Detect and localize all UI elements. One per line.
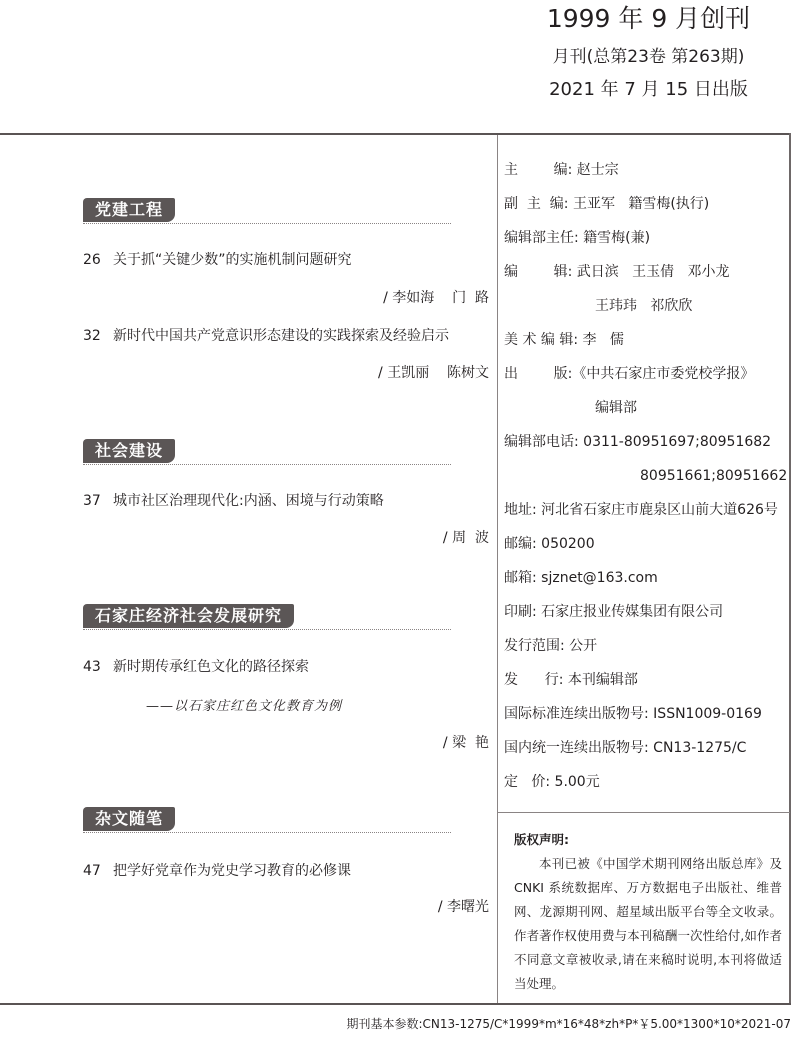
section-tag: 石家庄经济社会发展研究 bbox=[83, 604, 294, 628]
copyright-body: 本刊已被《中国学术期刊网络出版总库》及 CNKI 系统数据库、万方数据电子出版社、维普网、龙源期刊网、超星域出版平台等全文收录。作者著作权使用费与本刊稿酬一次性给付,如作者不同意文章被收录,请在来稿时说明,本刊将做适当处理。 bbox=[514, 856, 782, 991]
page-number: 37 bbox=[83, 493, 101, 509]
section-tag: 社会建设 bbox=[83, 439, 175, 463]
article-title: 新时期传承红色文化的路径探索 bbox=[113, 659, 309, 675]
table-of-contents bbox=[0, 135, 497, 1003]
article-author: / 梁 艳 bbox=[442, 735, 489, 751]
toc-entry[interactable] bbox=[83, 861, 351, 881]
copyright-divider bbox=[497, 812, 790, 813]
info-row-cn: 国内统一连续出版物号: CN13-1275/C bbox=[504, 740, 747, 756]
dotted-rule bbox=[83, 223, 451, 224]
toc-entry[interactable] bbox=[83, 326, 449, 346]
article-author: / 李如海 门 路 bbox=[383, 290, 489, 306]
info-row-phone-cont: 80951661;80951662 bbox=[640, 468, 788, 484]
column-divider bbox=[497, 135, 498, 1003]
section-tag: 杂文随笔 bbox=[83, 807, 175, 831]
info-row-phone: 编辑部电话: 0311-80951697;80951682 bbox=[504, 434, 772, 450]
email-link[interactable]: sjznet@163.com bbox=[541, 570, 658, 586]
section-header bbox=[83, 198, 451, 224]
article-title: 城市社区治理现代化:内涵、困境与行动策略 bbox=[113, 493, 384, 509]
info-row-address: 地址: 河北省石家庄市鹿泉区山前大道626号 bbox=[504, 502, 778, 518]
info-row-editors-cont: 王玮玮 祁欣欣 bbox=[595, 298, 693, 314]
dotted-rule bbox=[83, 629, 451, 630]
article-author: / 王凯丽 陈树文 bbox=[378, 365, 489, 381]
article-author: / 李曙光 bbox=[437, 899, 489, 915]
info-row-issn: 国际标准连续出版物号: ISSN1009-0169 bbox=[504, 706, 762, 722]
info-row-chief-editor: 主 编: 赵士宗 bbox=[504, 162, 619, 178]
page-number: 43 bbox=[83, 659, 101, 675]
article-title: 把学好党章作为党史学习教育的必修课 bbox=[113, 863, 351, 879]
toc-entry[interactable] bbox=[83, 657, 309, 677]
right-rule bbox=[789, 133, 791, 1005]
page-number: 47 bbox=[83, 863, 101, 879]
section-header bbox=[83, 439, 451, 465]
founded-date: 1999 年 9 月创刊 bbox=[546, 4, 751, 33]
info-row-publisher: 出 版:《中共石家庄市委党校学报》 bbox=[504, 366, 755, 382]
info-row-email: 邮箱: sjznet@163.com bbox=[504, 570, 658, 586]
info-row-editors: 编 辑: 武日滨 王玉倩 邓小龙 bbox=[504, 264, 730, 280]
section-header bbox=[83, 604, 451, 630]
bottom-rule bbox=[0, 1003, 791, 1005]
dotted-rule bbox=[83, 832, 451, 833]
info-row-price: 定 价: 5.00元 bbox=[504, 774, 600, 790]
issue-info: 月刊(总第23卷 第263期) bbox=[552, 47, 745, 67]
info-row-distributor: 发 行: 本刊编辑部 bbox=[504, 672, 638, 688]
page-number: 26 bbox=[83, 252, 101, 268]
info-row-deputy-editor: 副 主 编: 王亚军 籍雪梅(执行) bbox=[504, 196, 710, 212]
journal-parameters: 期刊基本参数:CN13-1275/C*1999*m*16*48*zh*P*￥5.00*1300*10*2021-07 bbox=[346, 1017, 791, 1031]
info-row-office-director: 编辑部主任: 籍雪梅(兼) bbox=[504, 230, 651, 246]
info-row-art-editor: 美 术 编 辑: 李 儒 bbox=[504, 332, 624, 348]
info-row-distribution-scope: 发行范围: 公开 bbox=[504, 638, 598, 654]
copyright-notice bbox=[514, 828, 782, 996]
section-tag: 党建工程 bbox=[83, 198, 175, 222]
toc-entry[interactable] bbox=[83, 250, 352, 270]
article-author: / 周 波 bbox=[442, 530, 489, 546]
info-row-postcode: 邮编: 050200 bbox=[504, 536, 595, 552]
publish-date: 2021 年 7 月 15 日出版 bbox=[549, 79, 748, 100]
copyright-heading: 版权声明: bbox=[514, 832, 569, 847]
article-subtitle: ——以石家庄红色文化教育为例 bbox=[146, 699, 343, 714]
page-number: 32 bbox=[83, 328, 101, 344]
article-title: 关于抓“关键少数”的实施机制问题研究 bbox=[113, 252, 352, 268]
info-row-printer: 印刷: 石家庄报业传媒集团有限公司 bbox=[504, 604, 724, 620]
info-row-publisher-cont: 编辑部 bbox=[595, 400, 637, 416]
section-header bbox=[83, 807, 451, 833]
dotted-rule bbox=[83, 464, 451, 465]
toc-entry[interactable] bbox=[83, 491, 384, 511]
article-title: 新时代中国共产党意识形态建设的实践探索及经验启示 bbox=[113, 328, 449, 344]
